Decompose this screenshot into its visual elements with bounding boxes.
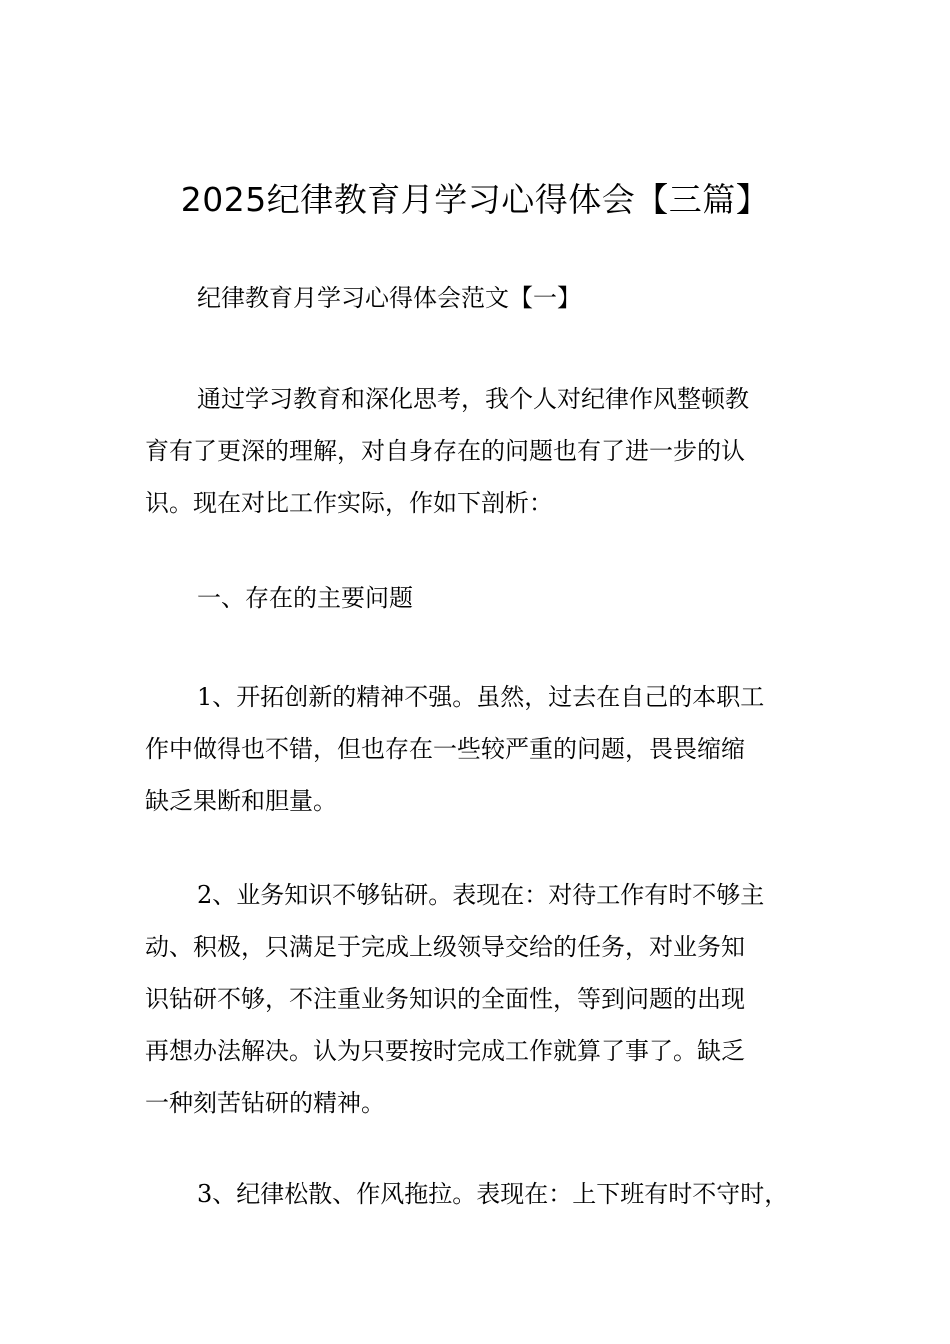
- paragraph-line: 通过学习教育和深化思考，我个人对纪律作风整顿教: [197, 385, 749, 413]
- paragraph-line: 2、业务知识不够钻研。表现在：对待工作有时不够主: [197, 881, 765, 909]
- paragraph-line: 再想办法解决。认为只要按时完成工作就算了事了。缺乏: [145, 1037, 745, 1065]
- paragraph-5: [145, 1168, 815, 1220]
- subtitle-line: 纪律教育月学习心得体会范文【一】: [197, 284, 581, 312]
- paragraph-line: 一、存在的主要问题: [197, 584, 413, 612]
- document-title: 2025纪律教育月学习心得体会【三篇】: [180, 180, 770, 219]
- paragraph-line: 缺乏果断和胆量。: [145, 787, 337, 815]
- paragraph-line: 1、开拓创新的精神不强。虽然，过去在自己的本职工: [197, 683, 765, 711]
- paragraph-2-heading: [145, 572, 815, 624]
- paragraph-line: 育有了更深的理解，对自身存在的问题也有了进一步的认: [145, 437, 745, 465]
- paragraph-4: [145, 869, 815, 1129]
- paragraph-1: [145, 373, 815, 529]
- paragraph-line: 作中做得也不错，但也存在一些较严重的问题，畏畏缩缩: [145, 735, 745, 763]
- section-subtitle: [145, 272, 815, 324]
- paragraph-line: 3、纪律松散、作风拖拉。表现在：上下班有时不守时，: [197, 1180, 789, 1208]
- paragraph-line: 识钻研不够，不注重业务知识的全面性，等到问题的出现: [145, 985, 745, 1013]
- paragraph-line: 识。现在对比工作实际，作如下剖析：: [145, 489, 553, 517]
- paragraph-line: 一种刻苦钻研的精神。: [145, 1089, 385, 1117]
- paragraph-line: 动、积极，只满足于完成上级领导交给的任务，对业务知: [145, 933, 745, 961]
- paragraph-3: [145, 671, 815, 827]
